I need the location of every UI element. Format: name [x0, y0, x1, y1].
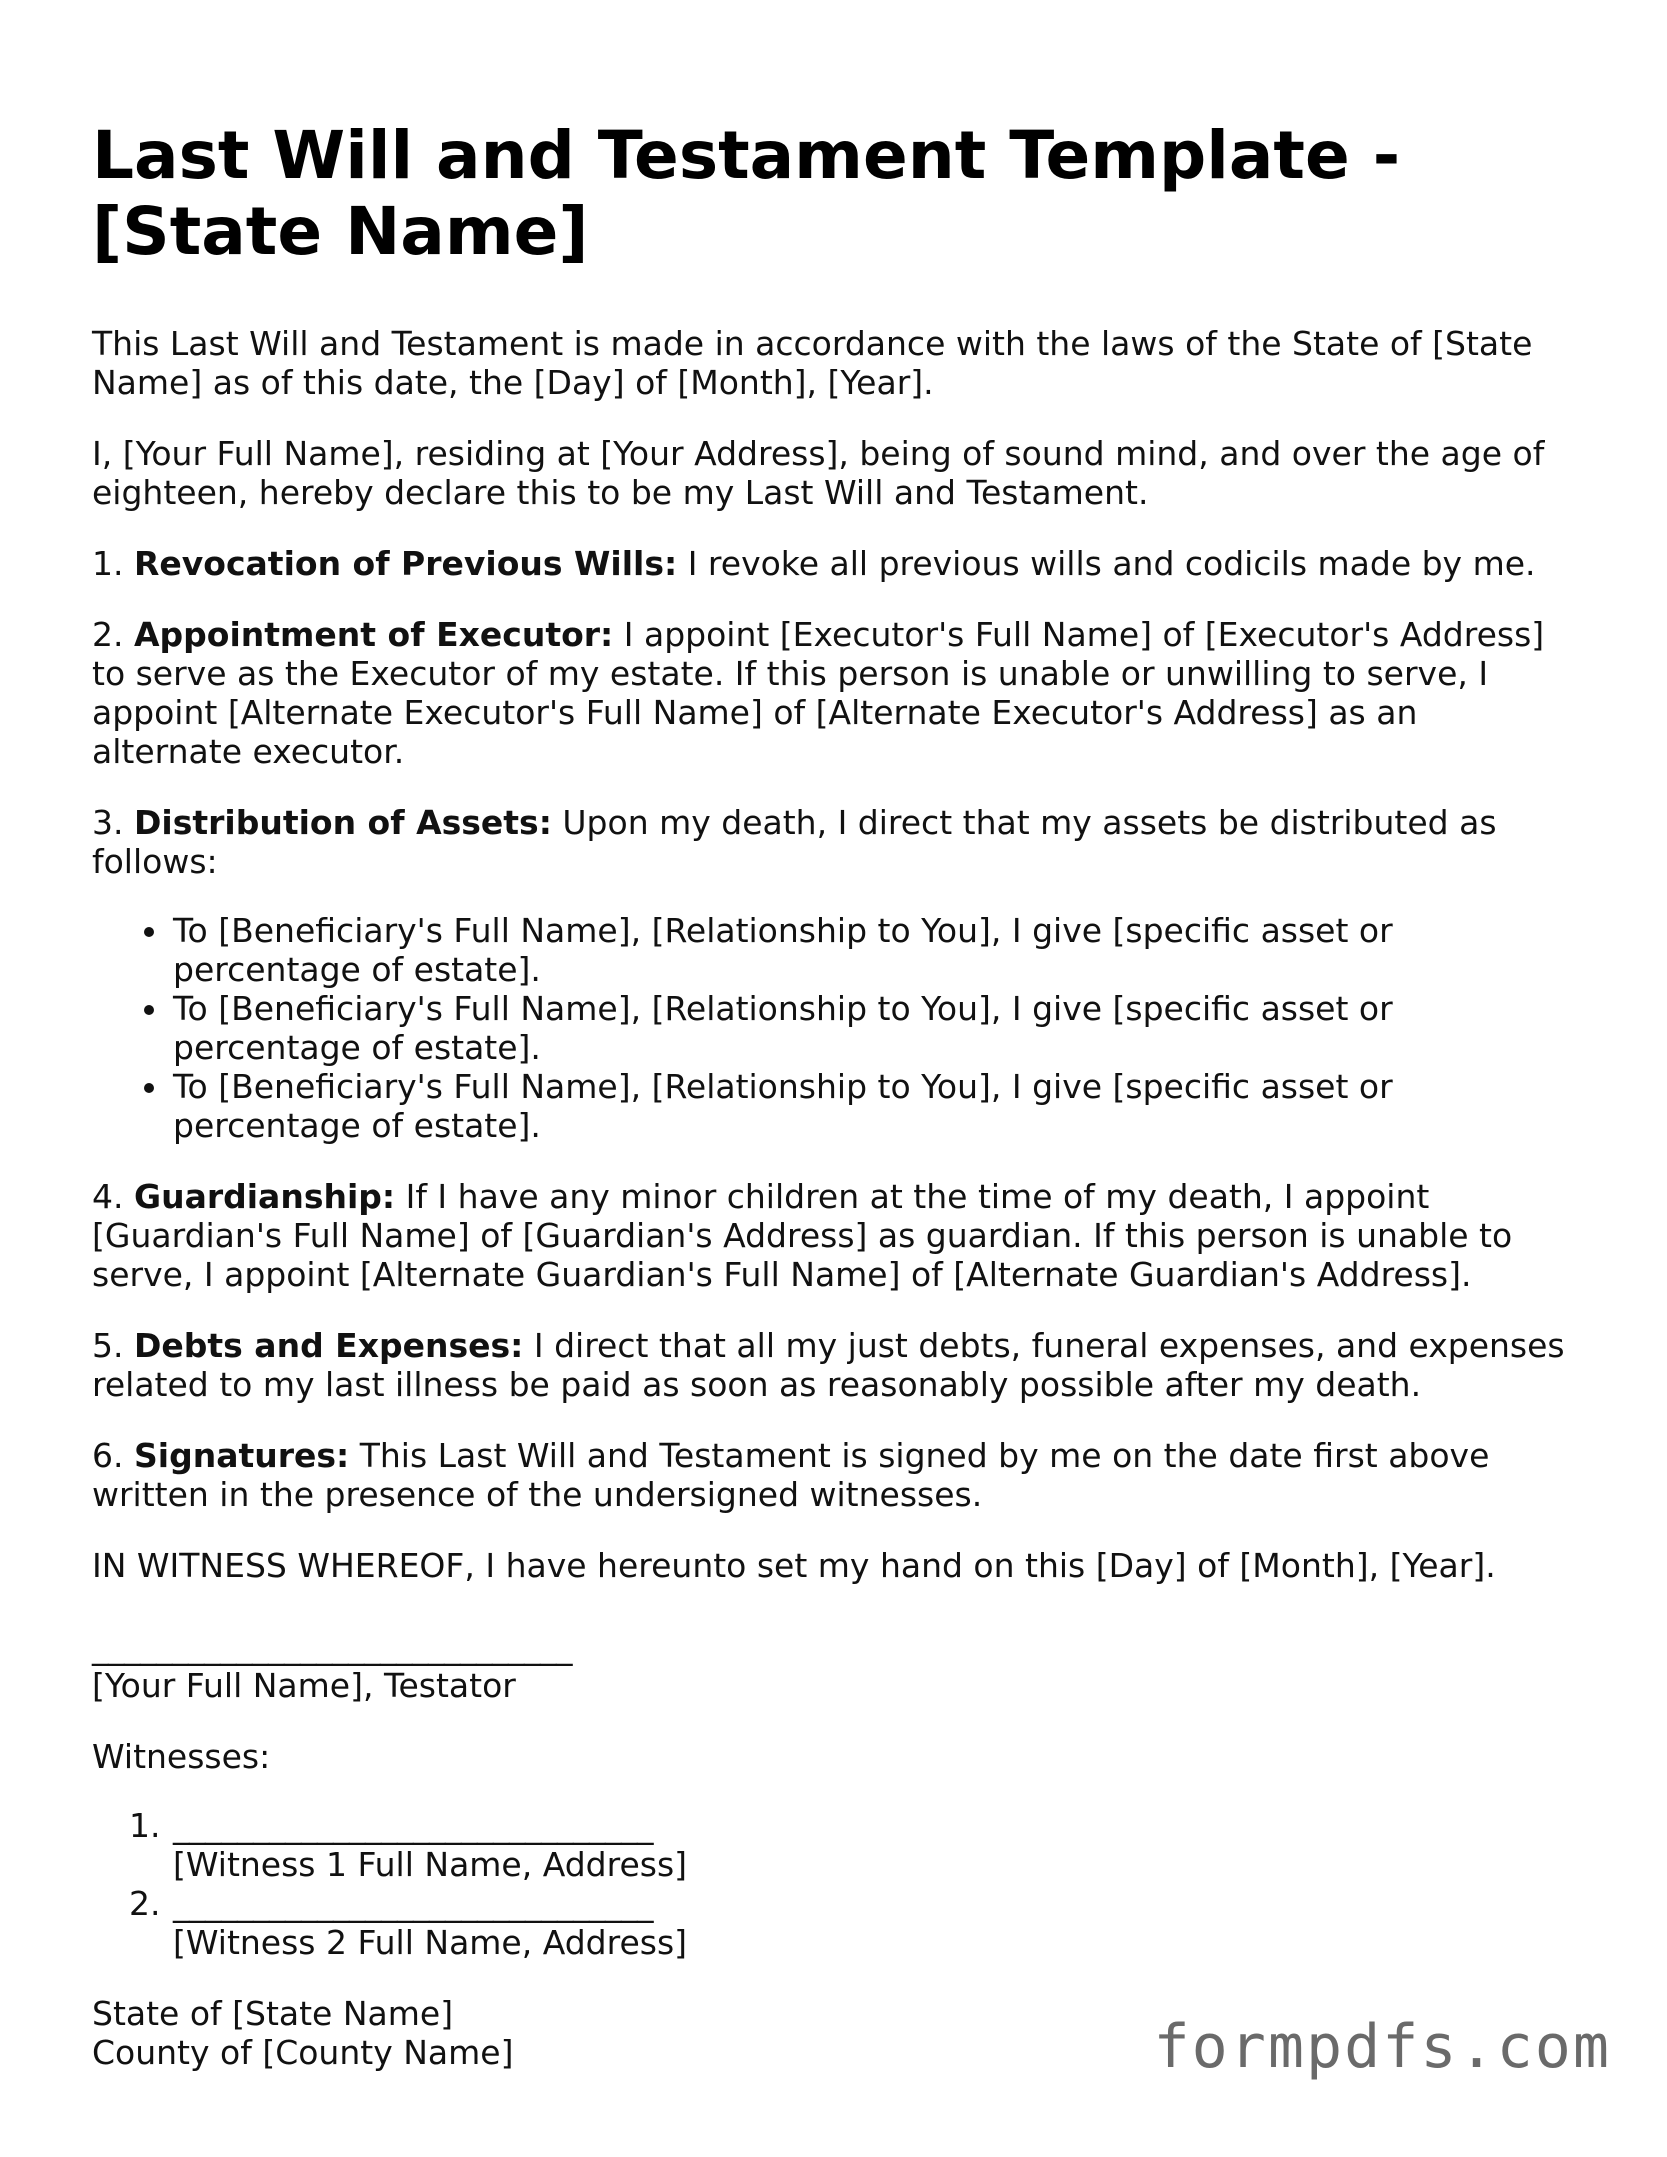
section-heading: Signatures: — [134, 1436, 350, 1475]
list-item: • To [Beneficiary's Full Name], [Relationship to You], I give [specific asset or percentage of estate]. — [171, 911, 1572, 989]
section-number: 6. — [92, 1436, 124, 1475]
section-heading: Revocation of Previous Wills: — [134, 544, 678, 583]
section-guardianship — [92, 1177, 1572, 1294]
list-item: • To [Beneficiary's Full Name], [Relationship to You], I give [specific asset or percentage of estate]. — [171, 1067, 1572, 1145]
declaration-paragraph: I, [Your Full Name], residing at [Your Address], being of sound mind, and over the age of eighteen, hereby declare this to be my Last Will and Testament. — [92, 434, 1545, 512]
section-executor — [92, 615, 1572, 771]
beneficiary-list — [92, 911, 1572, 1145]
section-number: 1. — [92, 544, 124, 583]
testator-signature-block — [92, 1627, 1572, 1705]
list-item — [171, 1806, 1572, 1884]
in-witness-paragraph: IN WITNESS WHEREOF, I have hereunto set my hand on this [Day] of [Month], [Year]. — [92, 1546, 1496, 1585]
section-revocation — [92, 544, 1572, 583]
section-text: I direct that all my just debts, funeral expenses, and expenses related to my last illness be paid as soon as reasonably possible after my death. — [92, 1326, 1565, 1404]
section-heading: Distribution of Assets: — [134, 803, 552, 842]
section-number: 3. — [92, 803, 124, 842]
section-number: 2. — [92, 615, 124, 654]
witness-label: [Witness 1 Full Name, Address] — [173, 1845, 688, 1884]
witness-list — [92, 1806, 1572, 1962]
county-line: County of [County Name] — [92, 2033, 514, 2072]
section-heading: Guardianship: — [134, 1177, 396, 1216]
witness-signature-line[interactable]: 1. ______________________________ — [173, 1806, 653, 1845]
testator-label: [Your Full Name], Testator — [92, 1666, 516, 1705]
section-number: 4. — [92, 1177, 124, 1216]
document-page — [92, 118, 1572, 2072]
section-text: If I have any minor children at the time of my death, I appoint [Guardian's Full Name] of [Guardian's Address] as guardian. If this person is unable to serve, I appoint [Alternate Guardian's Full Name] of [Alternate Guardian's Address]. — [92, 1177, 1513, 1294]
section-text: This Last Will and Testament is signed by me on the date first above written in the presence of the undersigned witnesses. — [92, 1436, 1490, 1514]
testator-signature-line[interactable]: ______________________________ — [92, 1627, 572, 1666]
section-heading: Debts and Expenses: — [134, 1326, 524, 1365]
section-text: I appoint [Executor's Full Name] of [Executor's Address] to serve as the Executor of my estate. If this person is unable or unwilling to serve, I appoint [Alternate Executor's Full Name] of [Alternate Executor's Address] as an alternate executor. — [92, 615, 1545, 771]
section-number: 5. — [92, 1326, 124, 1365]
state-line: State of [State Name] — [92, 1994, 454, 2033]
witnesses-label: Witnesses: — [92, 1737, 271, 1776]
witness-signature-line[interactable]: 2. ______________________________ — [173, 1884, 653, 1923]
section-text: I revoke all previous wills and codicils made by me. — [687, 544, 1536, 583]
section-debts — [92, 1326, 1572, 1404]
document-title: Last Will and Testament Template - [State Name] — [92, 117, 1401, 270]
section-signatures — [92, 1436, 1572, 1514]
witness-label: [Witness 2 Full Name, Address] — [173, 1923, 688, 1962]
section-distribution — [92, 803, 1572, 881]
list-item: • To [Beneficiary's Full Name], [Relationship to You], I give [specific asset or percentage of estate]. — [171, 989, 1572, 1067]
list-item — [171, 1884, 1572, 1962]
section-heading: Appointment of Executor: — [134, 615, 614, 654]
intro-paragraph: This Last Will and Testament is made in accordance with the laws of the State of [State Name] as of this date, the [Day] of [Month], [Year]. — [92, 324, 1533, 402]
watermark: formpdfs.com — [1153, 2012, 1611, 2082]
section-text: Upon my death, I direct that my assets be distributed as follows: — [92, 803, 1497, 881]
